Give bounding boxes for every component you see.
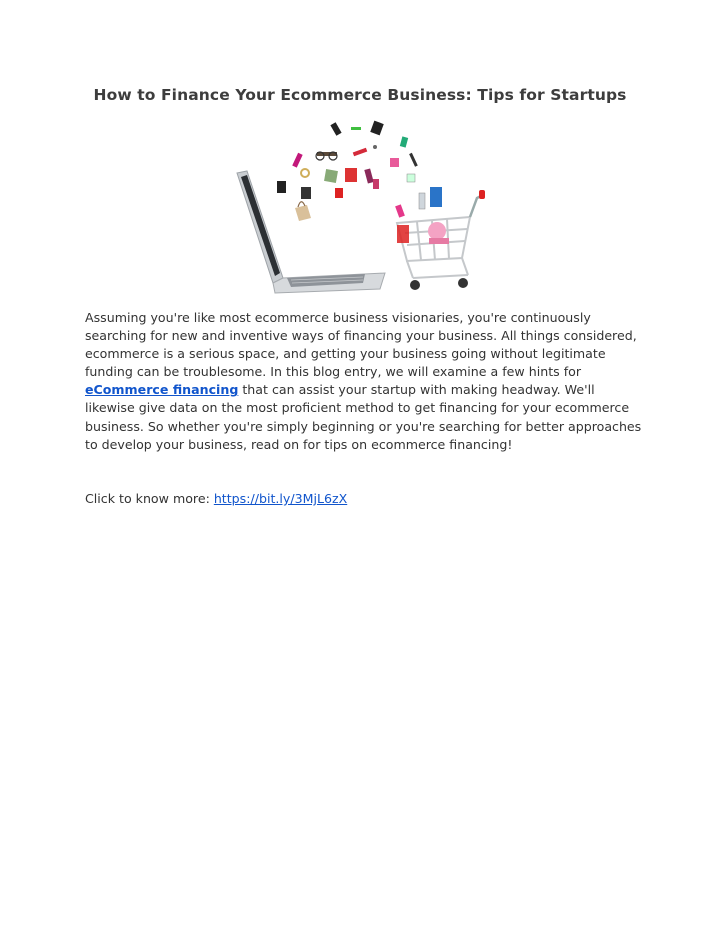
paragraph-text-before-link: Assuming you're like most ecommerce business visionaries, you're continuously searching for new and inventive ways of financing your business. All things considered, ecommerce is a serious space, and getting your business going without legitimate funding can be troublesome. In this blog entry, we will examine a few hints for xyxy=(85,310,637,380)
more-label: Click to know more: xyxy=(85,491,214,506)
paragraph-text-after-link: that can assist your startup with making headway. We'll likewise give data on the most proficient method to get financing for your ecommerce business. So whether you're simply beginning or you're searching for better approaches to develop your business, read on for tips on ecommerce financing! xyxy=(85,382,642,452)
article-paragraph xyxy=(85,309,645,454)
laptop-shopping-cart-icon xyxy=(225,113,495,298)
ecommerce-financing-link[interactable]: eCommerce financing xyxy=(85,382,239,398)
page-title: How to Finance Your Ecommerce Business: Tips for Startups xyxy=(93,86,627,104)
more-line xyxy=(85,490,645,508)
more-link[interactable]: https://bit.ly/3MjL6zX xyxy=(213,491,348,506)
